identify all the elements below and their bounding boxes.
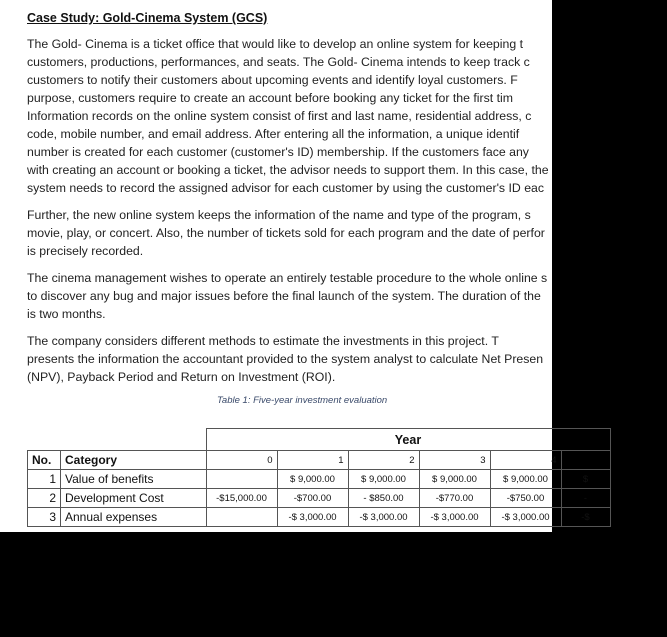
- text-line: number is created for each customer (customer's ID) membership. If the customers face any: [27, 145, 529, 159]
- year-col-0: 0: [206, 451, 277, 470]
- cell-value: -$15,000.00: [206, 489, 277, 508]
- text-line: is two months.: [27, 307, 106, 321]
- paragraph-testing: [27, 269, 667, 323]
- cell-value: -$ 3,000.00: [419, 508, 490, 527]
- cell-value: $ 9,000.00: [490, 470, 561, 489]
- table-header-row: [28, 451, 611, 470]
- row-category: Annual expenses: [61, 508, 207, 527]
- year-col-1: 1: [277, 451, 348, 470]
- cell-value: $ 9,000.00: [348, 470, 419, 489]
- text-line: is precisely recorded.: [27, 244, 144, 258]
- table-row: [28, 489, 611, 508]
- text-line: with creating an account or booking a ticket, the advisor needs to support them. In this case, the: [27, 163, 549, 177]
- year-header: Year: [206, 429, 610, 451]
- text-line: customers, productions, performances, and seats. The Gold- Cinema intends to keep track c: [27, 55, 530, 69]
- cell-value: -$770.00: [419, 489, 490, 508]
- text-line: Information records on the online system consist of first and last name, residential address, c: [27, 109, 532, 123]
- text-line: customers to notify their customers about upcoming events and identify loyal customers. F: [27, 73, 518, 87]
- table-row: [28, 508, 611, 527]
- text-line: (NPV), Payback Period and Return on Investment (ROI).: [27, 370, 336, 384]
- cell-value: -$ 3,000.00: [490, 508, 561, 527]
- cell-value: $ 9,000.00: [419, 470, 490, 489]
- text-line: purpose, customers require to create an account before booking any ticket for the first tim: [27, 91, 513, 105]
- paragraph-investment: [27, 332, 667, 386]
- row-no: 3: [28, 508, 61, 527]
- cell-value: -$ 3,000.00: [348, 508, 419, 527]
- text-line: code, mobile number, and email address. After entering all the information, a unique identif: [27, 127, 520, 141]
- text-line: The Gold- Cinema is a ticket office that would like to develop an online system for keeping t: [27, 37, 524, 51]
- text-line: movie, play, or concert. Also, the number of tickets sold for each program and the date of perfor: [27, 226, 545, 240]
- table-caption: Table 1: Five-year investment evaluation: [217, 395, 388, 406]
- cell-value: $: [561, 470, 610, 489]
- cell-value: - $850.00: [348, 489, 419, 508]
- row-category: Development Cost: [61, 489, 207, 508]
- table-row: [28, 470, 611, 489]
- text-line: The cinema management wishes to operate an entirely testable procedure to the whole online s: [27, 271, 548, 285]
- column-header-no: No.: [28, 451, 61, 470]
- case-study-title: Case Study: Gold-Cinema System (GCS): [27, 11, 268, 25]
- year-col-3: 3: [419, 451, 490, 470]
- cell-value: -$: [561, 508, 610, 527]
- row-no: 1: [28, 470, 61, 489]
- cell-value: [206, 508, 277, 527]
- text-line: Further, the new online system keeps the information of the name and type of the program, s: [27, 208, 531, 222]
- text-line: to discover any bug and major issues before the final launch of the system. The duration of the: [27, 289, 541, 303]
- year-col-5: [561, 451, 610, 470]
- text-line: The company considers different methods to estimate the investments in this project. T: [27, 334, 499, 348]
- cell-value: -$750.00: [490, 489, 561, 508]
- column-header-category: Category: [61, 451, 207, 470]
- table-year-header-row: [28, 429, 611, 451]
- text-line: system needs to record the assigned advisor for each customer by using the customer's ID eac: [27, 181, 545, 195]
- year-col-2: 2: [348, 451, 419, 470]
- cell-value: -: [561, 489, 610, 508]
- cell-value: -$ 3,000.00: [277, 508, 348, 527]
- investment-table: [27, 428, 611, 527]
- cell-value: -$700.00: [277, 489, 348, 508]
- text-line: presents the information the accountant provided to the system analyst to calculate Net Presen: [27, 352, 544, 366]
- row-no: 2: [28, 489, 61, 508]
- row-category: Value of benefits: [61, 470, 207, 489]
- document-body: [27, 11, 667, 524]
- year-col-4: 4: [490, 451, 561, 470]
- paragraph-intro: [27, 35, 667, 197]
- cell-value: [206, 470, 277, 489]
- cell-value: $ 9,000.00: [277, 470, 348, 489]
- paragraph-program: [27, 206, 667, 260]
